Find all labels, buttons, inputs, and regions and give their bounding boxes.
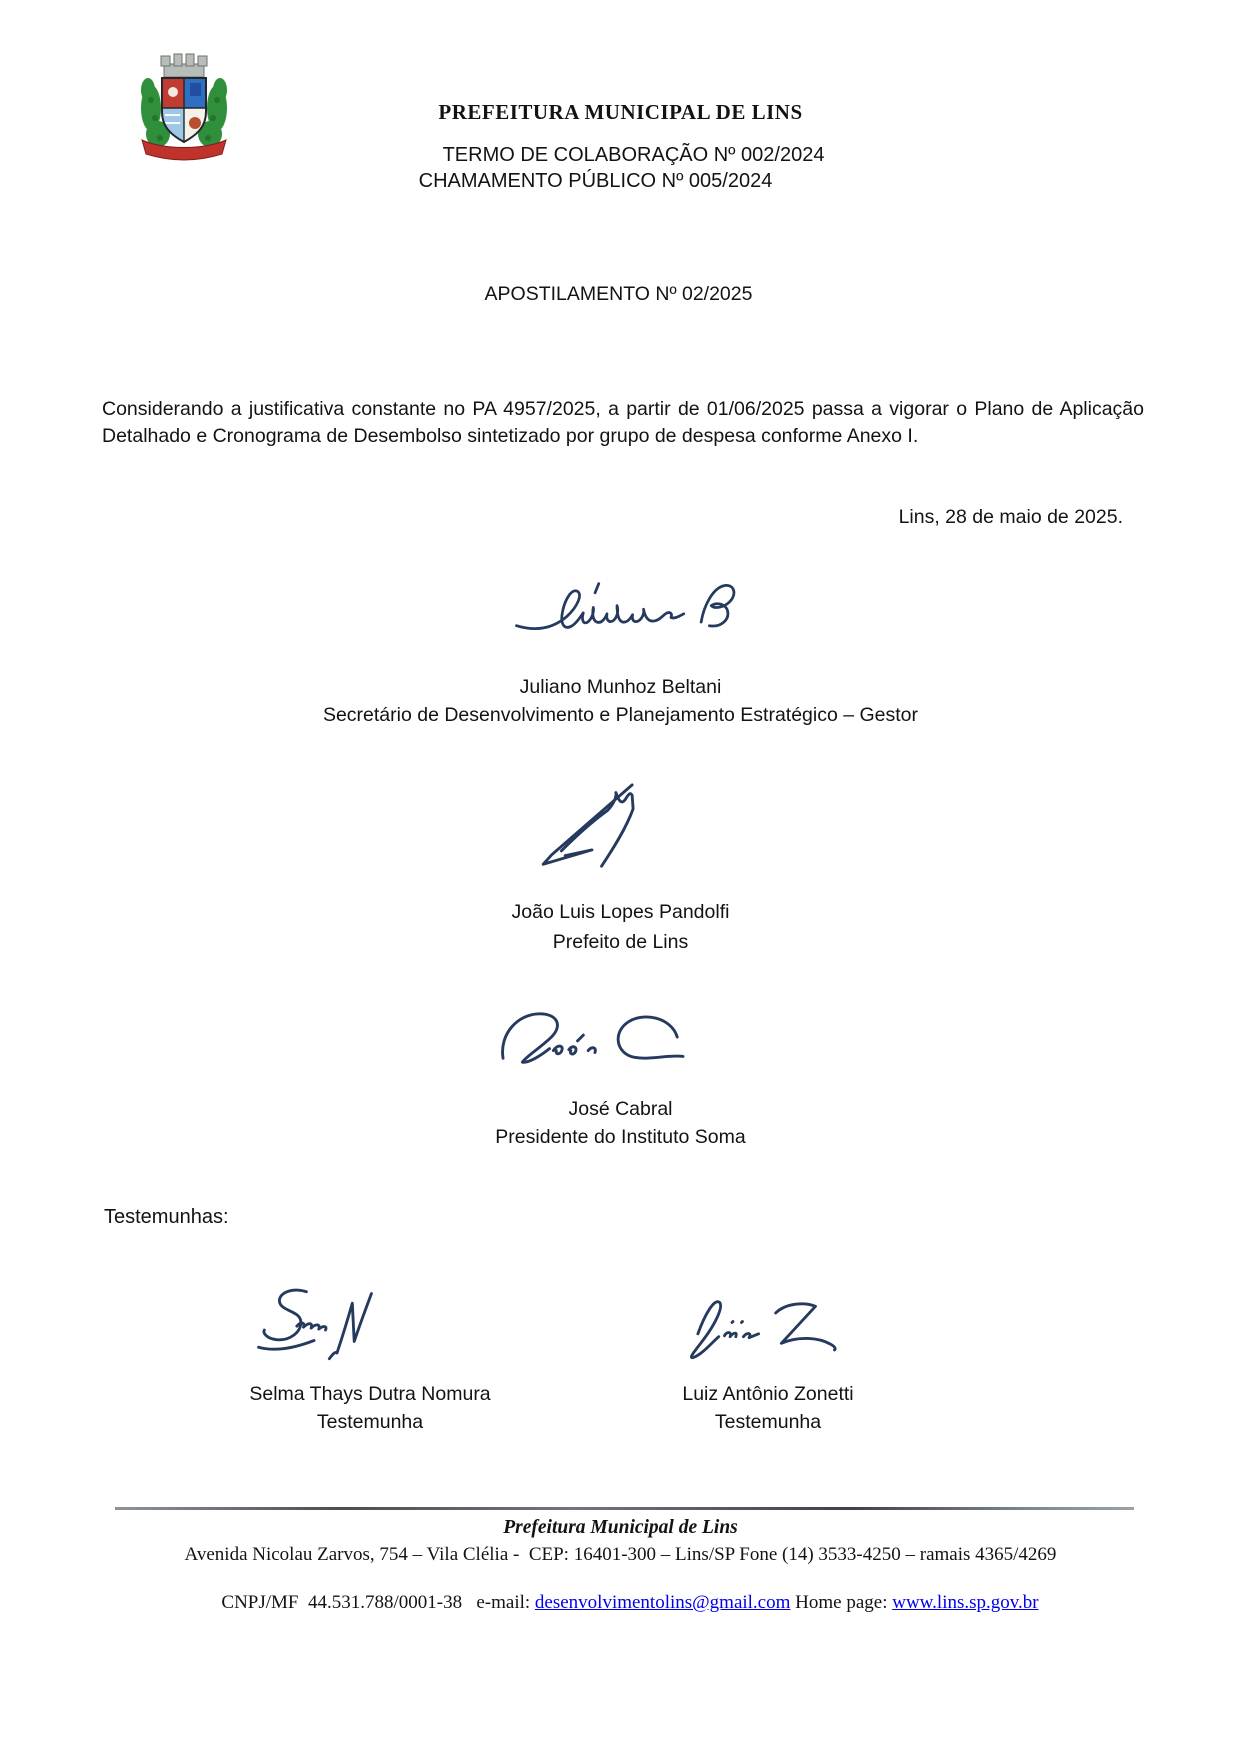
footer-divider <box>115 1507 1134 1510</box>
signature-jose-image <box>495 1008 693 1068</box>
signatory-name: José Cabral <box>568 1098 673 1120</box>
footer-contact-line <box>0 1570 1241 1636</box>
signatory-name: João Luis Lopes Pandolfi <box>511 901 730 923</box>
signatory-name: Juliano Munhoz Beltani <box>519 676 722 698</box>
footer-homepage-link[interactable]: www.lins.sp.gov.br <box>892 1592 1039 1613</box>
document-title: APOSTILAMENTO Nº 02/2025 <box>484 283 753 305</box>
witness-role: Testemunha <box>316 1411 424 1433</box>
witness-name: Luiz Antônio Zonetti <box>682 1383 854 1405</box>
signatory-role: Prefeito de Lins <box>552 931 689 953</box>
witness-role: Testemunha <box>714 1411 822 1433</box>
signature-juliano-image <box>508 580 748 644</box>
org-title: PREFEITURA MUNICIPAL DE LINS <box>438 100 803 124</box>
termo-colaboracao-line: TERMO DE COLABORAÇÃO Nº 002/2024 <box>442 144 825 166</box>
witness-name: Selma Thays Dutra Nomura <box>249 1383 491 1405</box>
date-line: Lins, 28 de maio de 2025. <box>898 506 1123 528</box>
footer-cnpj-email-label: CNPJ/MF 44.531.788/0001-38 e-mail: <box>221 1592 535 1613</box>
signatory-role: Presidente do Instituto Soma <box>495 1126 746 1148</box>
signatory-role: Secretário de Desenvolvimento e Planejamento Estratégico – Gestor <box>322 704 919 726</box>
signature-luiz-image <box>676 1294 844 1368</box>
witnesses-heading: Testemunhas: <box>104 1206 229 1228</box>
signature-joao-image <box>540 782 665 870</box>
footer-homepage-label: Home page: <box>790 1592 893 1613</box>
body-paragraph: Considerando a justificativa constante no PA 4957/2025, a partir de 01/06/2025 passa a vigorar o Plano de Aplicação Detalhado e Cronograma de Desembolso sintetizado por grupo de despesa conforme Anexo I. <box>102 398 1144 447</box>
signature-selma-image <box>256 1286 396 1374</box>
footer-address-line: Avenida Nicolau Zarvos, 754 – Vila Clélia - CEP: 16401-300 – Lins/SP Fone (14) 3533-4250 – ramais 4365/4269 <box>184 1544 1057 1565</box>
footer-email-link[interactable]: desenvolvimentolins@gmail.com <box>534 1592 791 1613</box>
chamamento-publico-line: CHAMAMENTO PÚBLICO Nº 005/2024 <box>418 170 773 192</box>
footer-org-name: Prefeitura Municipal de Lins <box>503 1517 738 1538</box>
